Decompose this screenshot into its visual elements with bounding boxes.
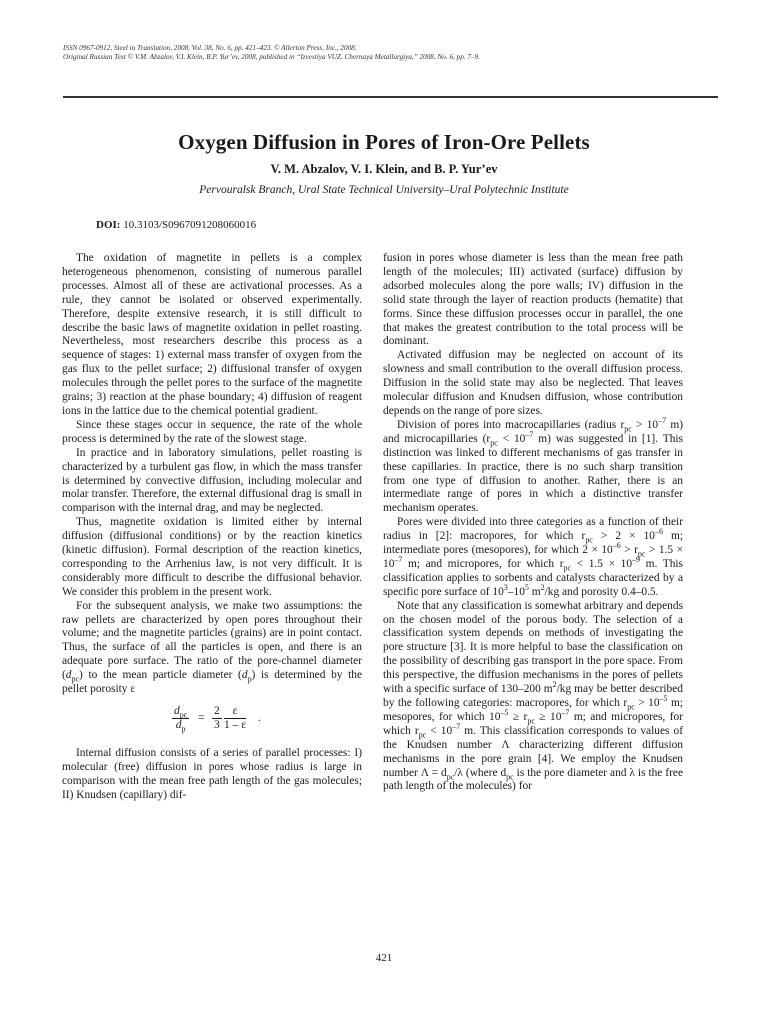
doi-value[interactable]: 10.3103/S0967091208060016 (123, 219, 257, 231)
eq-eps-fraction: $\frac{\varepsilon}{1 - \varepsilon}$ (224, 705, 247, 731)
paragraph: Pores were divided into three categories as a function of their radius in [2]: macropores, for which $r_{pc} > 2 \times 10^{-6}$ m; intermediate pores (mesopores), for which $2 \times 10^{-6} > r_{pc} > 1.5 \times 10^{-7}$ m; and micropores, for which $r_{pc} < 1.5 \times 10^{-9}$ m. This classification applies to sorbents and catalysts characterized by a specific pore surface of $10^3-10^5$ $m^2/kg$ and porosity 0.4–0.5. (383, 516, 684, 598)
paragraph: fusion in pores whose diameter is less than the mean free path length of the molecules; III) activated (surface) diffusion by adsorbed molecules along the pore walls; IV) diffusion in the solid state through the layer of reaction products (hematite) that forms. Since these diffusion processes occur in parallel, the one that makes the greatest contribution to the total process will be dominant. (383, 252, 683, 348)
journal-header (63, 44, 713, 62)
paragraph: Activated diffusion may be neglected on account of its slowness and small contribution to the overall diffusion process. Diffusion in the solid state may also be neglected. That leaves molecular diffusion and Knudsen diffusion, whose contribution depends on the range of pore sizes. (383, 349, 683, 417)
paragraph: Note that any classification is somewhat arbitrary and depends on the chosen model of the porous body. The selection of a classification system depends on methods of investigating the pore structure [3]. It is more helpful to base the classification on the possibility of describing gas transport in the pore space. From this perspective, the diffusion mechanisms in the pores of pellets with a specific surface of 130–200 $m^2/kg$ may be better described by the following categories: macropores, for which $r_{pc} > 10^{-5}$ m; mesopores, for which $10^{-5} \ge r_{pc} \ge 10^{-7}$ m; and micropores, for which $r_{pc} < 10^{-7}$ m. This classification corresponds to values of the Knudsen number Λ characterizing different diffusion mechanisms in the pore grain [4]. We employ the Knudsen number $\Lambda = d_{pc}/\lambda$ (where $d_{pc}$ is the pore diameter and λ is the free path length of the molecules) for (383, 599, 684, 793)
eq-lhs-fraction: $d_{pc}$ $d_p$ (174, 705, 188, 734)
right-column (383, 252, 683, 794)
eq-period: . (258, 712, 261, 724)
paragraph: In practice and in laboratory simulations, pellet roasting is characterized by a turbulent gas flow, in which the mass transfer is determined by convective diffusion, including molecular and molar transfer. Therefore, the external diffusional drag is small in comparison with the internal drag, and may be neglected. (62, 446, 362, 515)
doi-label: DOI: (96, 219, 121, 231)
paper-title: Oxygen Diffusion in Pores of Iron-Ore Pellets (178, 130, 590, 154)
paragraph: Since these stages occur in sequence, the rate of the whole process is determined by the rate of the slowest stage. (62, 418, 362, 445)
paragraph: For the subsequent analysis, we make two assumptions: the raw pellets are characterized by open pores throughout their volume; and the magnetite particles (grains) are in point contact. Thus, the surface of all the particles is open, and there is an adequate pore surface. The ratio of the pore-channel diameter $(d_{pc})$ to the mean particle diameter $(d_p)$ is determined by the pellet porosity ε (62, 599, 363, 696)
page-number: 421 (375, 952, 393, 964)
porosity-equation (62, 699, 362, 743)
paragraph: Thus, magnetite oxidation is limited either by internal diffusion (diffusional conditions) or by the reaction kinetics (kinetic diffusion). Formal description of the reaction kinetics, corresponding to the Arrhenius law, is not very difficult. It is considerably more difficult to describe the diffusional behavior. We consider this problem in the present work. (62, 516, 362, 598)
eq-equals: = (198, 712, 205, 724)
eq-two-thirds: $\frac{2}{3}$ (214, 705, 220, 731)
header-original-text-line: Original Russian Text © V.M. Abzalov, V.I. Klein, B.P. Yur’ev, 2008, published in “Izvestiya VUZ. Chernaya Metallurgiya,” 2008, No. 6, pp. 7–9. (63, 53, 480, 61)
doi-line (96, 219, 256, 231)
paper-authors: V. M. Abzalov, V. I. Klein, and B. P. Yur’ev (270, 162, 498, 176)
header-issn-line: ISSN 0967-0912, Steel in Translation, 2008, Vol. 38, No. 6, pp. 421–423. © Allerton Press, Inc., 2008. (63, 44, 357, 52)
header-divider (63, 96, 718, 98)
paragraph: The oxidation of magnetite in pellets is a complex heterogeneous phenomenon, consisting of numerous parallel processes. Almost all of these are activational processes. As a rule, they cannot be isolated or observed experimentally. Therefore, despite extensive research, it is still difficult to describe the basic laws of magnetite oxidation in pellet roasting. Nevertheless, most researchers describe this process as a sequence of stages: 1) external mass transfer of oxygen from the gas flux to the pellet surface; 2) diffusional transfer of oxygen molecules through the pellet pores to the surface of the magnetite grains; 3) reaction at the phase boundary; 4) diffusion of reagent ions in the lattice due to the chemical potential gradient. (62, 252, 362, 417)
paragraph: Division of pores into macrocapillaries (radius $r_{pc} > 10^{-7}$ m) and microcapillaries ($r_{pc} < 10^{-7}$ m) was suggested in [1]. This distinction was linked to different mechanisms of gas transfer in these capillaries. In practice, there is no such sharp transition from one type of diffusion to another. Rather, there is an intermediate range of pores in which a distinctive transfer mechanism operates. (383, 416, 683, 515)
paragraph: Internal diffusion consists of a series of parallel processes: I) molecular (free) diffusion in pores whose radius is large in comparison with the mean free path length of the gas molecules; II) Knudsen (capillary) dif- (62, 747, 362, 801)
left-column (62, 252, 362, 803)
paper-affiliation: Pervouralsk Branch, Ural State Technical University–Ural Polytechnic Institute (199, 184, 569, 196)
